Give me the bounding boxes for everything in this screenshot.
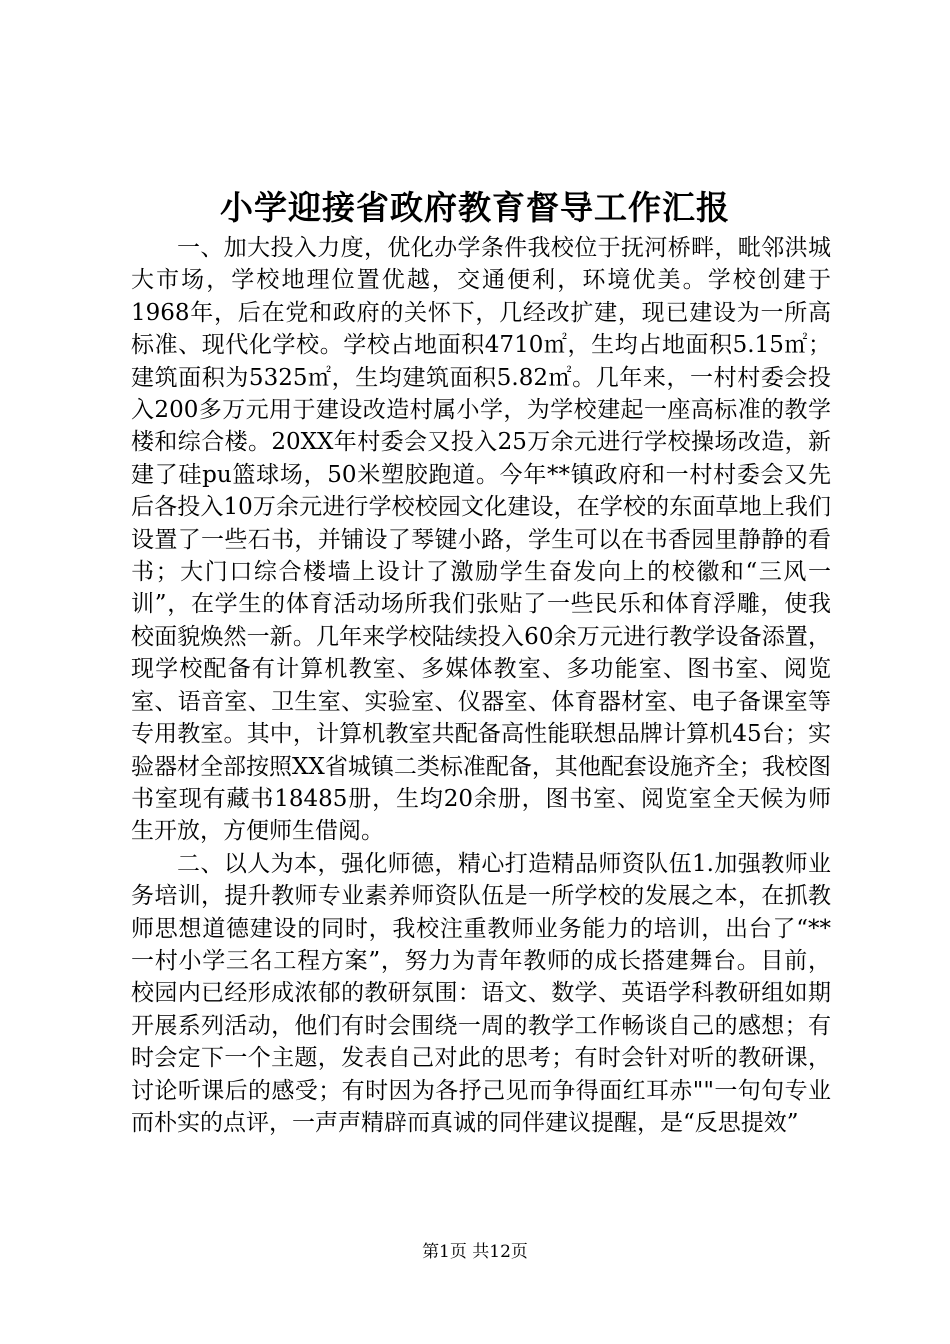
document-body	[131, 232, 831, 1139]
page-title: 小学迎接省政府教育督导工作汇报	[220, 188, 730, 227]
paragraph: 二、以人为本，强化师德，精心打造精品师资队伍1.加强教师业务培训，提升教师专业素养师资队伍是一所学校的发展之本，在抓教师思想道德建设的同时，我校注重教师业务能力的培训，出台了“**一村小学三名工程方案”，努力为青年教师的成长搭建舞台。目前，校园内已经形成浓郁的教研氛围：语文、数学、英语学科教研组如期开展系列活动，他们有时会围绕一周的教学工作畅谈自己的感想；有时会定下一个主题，发表自己对此的思考；有时会针对听的教研课，讨论听课后的感受；有时因为各抒己见而争得面红耳赤""一句句专业而朴实的点评，一声声精辟而真诚的同伴建议提醒，是“反思提效”	[131, 850, 831, 1136]
page-footer: 第1页 共12页	[422, 1242, 528, 1262]
paragraph: 一、加大投入力度，优化办学条件我校位于抚河桥畔，毗邻洪城大市场，学校地理位置优越，交通便利，环境优美。学校创建于1968年，后在党和政府的关怀下，几经改扩建，现已建设为一所高标准、现代化学校。学校占地面积4710㎡，生均占地面积5.15㎡；建筑面积为5325㎡，生均建筑面积5.82㎡。几年来，一村村委会投入200多万元用于建设改造村属小学，为学校建起一座高标准的教学楼和综合楼。20XX年村委会又投入25万余元进行学校操场改造，新建了硅pu篮球场，50米塑胶跑道。今年**镇政府和一村村委会又先后各投入10万余元进行学校校园文化建设，在学校的东面草地上我们设置了一些石书，并铺设了琴键小路，学生可以在书香园里静静的看书；大门口综合楼墙上设计了激励学生奋发向上的校徽和“三风一训”，在学生的体育活动场所我们张贴了一些民乐和体育浮雕，使我校面貌焕然一新。几年来学校陆续投入60余万元进行教学设备添置，现学校配备有计算机教室、多媒体教室、多功能室、图书室、阅览室、语音室、卫生室、实验室、仪器室、体育器材室、电子备课室等专用教室。其中，计算机教室共配备高性能联想品牌计算机45台；实验器材全部按照XX省城镇二类标准配备，其他配套设施齐全；我校图书室现有藏书18485册，生均20余册，图书室、阅览室全天候为师生开放，方便师生借阅。	[131, 235, 831, 845]
